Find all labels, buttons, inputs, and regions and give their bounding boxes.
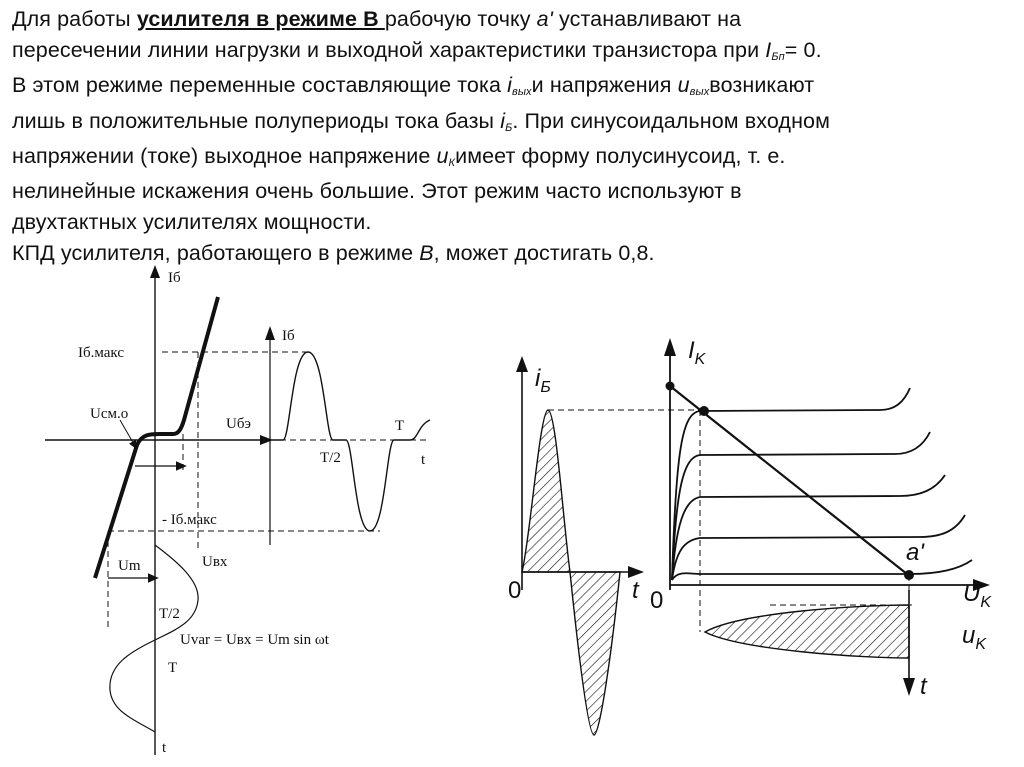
uk-half-wave (705, 605, 909, 658)
a-prime-label: a' (906, 539, 924, 566)
right-diagram (508, 337, 992, 735)
ib-label: $i_Б$ (535, 365, 551, 396)
t1-label: t (632, 577, 639, 604)
text-line-3: В этом режиме переменные составляющие тока iвыхи напряжения uвыхвозникают (12, 73, 815, 99)
output-curve-1 (672, 560, 972, 580)
ucm-label: Uсм.о (90, 406, 129, 422)
left-diagram (45, 265, 430, 756)
ik-label: $I_K$ (688, 337, 706, 368)
t2-right-label: t (920, 673, 927, 700)
t2-label: t (162, 740, 167, 756)
text-line-7: двухтактных усилителях мощности. (12, 210, 372, 235)
zero2-label: 0 (650, 587, 664, 614)
T2-label: T/2 (320, 450, 341, 466)
load-line-top-point (666, 382, 675, 391)
right-ib-label: Iб (282, 328, 295, 344)
output-curve-3 (672, 475, 945, 580)
ubx-label: Uвх (202, 554, 228, 570)
text-line-8: КПД усилителя, работающего в режиме В, может достигать 0,8. (12, 241, 655, 266)
T2b-label: T/2 (159, 606, 180, 622)
t-label: t (421, 452, 426, 468)
T-label: T (395, 418, 405, 434)
formula-label: Uvar = Uвх = Um sin ωt (180, 632, 329, 648)
ib-max-label: Iб.макс (78, 345, 124, 361)
input-characteristic-curve (95, 297, 218, 578)
ib-time-wave (270, 352, 430, 531)
text-line-5: напряжении (токе) выходное напряжение uКимеет форму полусинусоид, т. е. (12, 143, 786, 169)
uk-label-axis: $U_K$ (963, 580, 992, 611)
left-ib-label: Iб (168, 270, 181, 286)
Tb-label: T (168, 660, 178, 676)
zero1-label: 0 (508, 577, 522, 604)
mode-b-emphasis: усилителя в режиме В (136, 7, 385, 31)
uk-label-time: $u_K$ (962, 622, 987, 653)
output-curve-4 (672, 432, 930, 580)
neg-ibmax-label: - Iб.макс (162, 512, 217, 528)
um-label: Um (118, 558, 141, 574)
left-ib-axis-arrow (150, 265, 160, 278)
text-line-1: Для работы усилителя в режиме В рабочую точку a' устанавливают на (12, 7, 742, 31)
ib-positive-half (522, 410, 570, 572)
text-line-2: пересечении линии нагрузки и выходной характеристики транзистора при IБп= 0. (12, 38, 822, 64)
text-line-6: нелинейные искажения очень большие. Этот режим часто используют в (12, 179, 742, 204)
ube-label: Uбэ (226, 416, 251, 432)
text-line-4: лишь в положительные полупериоды тока базы iБ. При синусоидальном входном (12, 108, 830, 134)
ib-negative-half (570, 572, 620, 735)
